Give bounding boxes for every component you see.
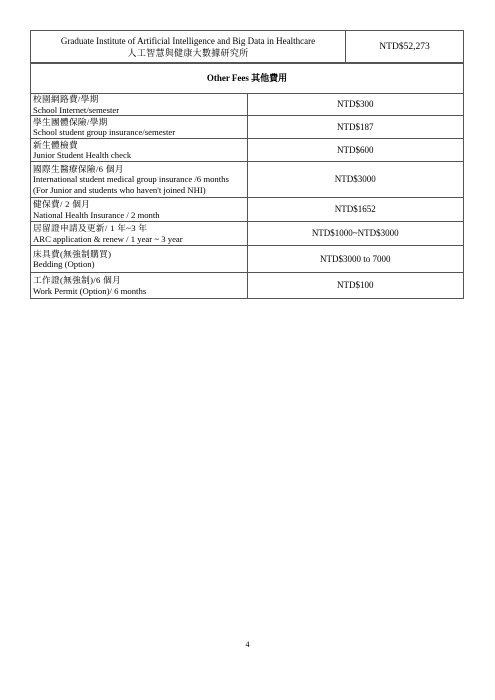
fee-label-en: School student group insurance/semester	[33, 127, 176, 138]
fee-label-zh: 健保費/ 2 個月	[33, 199, 91, 210]
fee-amount: NTD$1652	[247, 198, 464, 222]
fee-row-nhi	[31, 198, 464, 222]
fee-amount: NTD$187	[247, 116, 464, 139]
fee-amount: NTD$3000 to 7000	[247, 246, 464, 273]
fee-description	[31, 198, 248, 222]
fee-label-en: Junior Student Health check	[33, 150, 132, 161]
fee-label-zh: 床具費(無強制購買)	[33, 248, 112, 259]
fee-row-medical-insurance	[31, 162, 464, 198]
page-number: 4	[245, 640, 250, 649]
fee-description	[31, 246, 248, 273]
tuition-table	[30, 30, 464, 64]
fee-amount: NTD$1000~NTD$3000	[247, 222, 464, 246]
fee-label-zh: 工作證(無強制)/6 個月	[33, 275, 122, 286]
fee-label-en: International student medical group insurance /6 months	[33, 174, 229, 185]
fee-description	[31, 94, 248, 116]
fee-row-bedding	[31, 246, 464, 273]
department-name-en: Graduate Institute of Artificial Intelligence and Big Data in Healthcare	[60, 36, 316, 46]
fee-amount: NTD$300	[247, 94, 464, 116]
fee-label-zh: 校園網路費/學期	[33, 94, 99, 104]
fee-amount: NTD$3000	[247, 162, 464, 198]
fee-label-note: (For Junior and students who haven't joined NHI)	[33, 184, 206, 195]
fee-label-zh: 居留證申請及更新/ 1 年~3 年	[33, 223, 148, 234]
fee-amount: NTD$100	[247, 273, 464, 299]
fee-row-internet	[31, 94, 464, 116]
fee-row-health-check	[31, 139, 464, 162]
other-fees-heading-row	[31, 63, 464, 94]
fee-label-en: Bedding (Option)	[33, 259, 95, 270]
tuition-row	[31, 31, 464, 64]
fee-label-en: Work Permit (Option)/ 6 months	[33, 285, 147, 296]
fee-description	[31, 162, 248, 198]
fee-description	[31, 222, 248, 246]
fee-row-arc	[31, 222, 464, 246]
other-fees-table	[30, 62, 464, 299]
fee-description	[31, 273, 248, 299]
fee-label-zh: 學生團體保險/學期	[33, 116, 108, 127]
other-fees-heading: Other Fees 其他費用	[31, 63, 464, 94]
department-name-zh: 人工智慧與健康大數據研究所	[127, 48, 249, 58]
fee-label-zh: 國際生醫療保險/6 個月	[33, 163, 124, 174]
fee-amount: NTD$600	[247, 139, 464, 162]
fee-description	[31, 139, 248, 162]
department-cell	[31, 31, 346, 64]
fee-label-en: National Health Insurance / 2 month	[33, 209, 160, 220]
fee-label-en: ARC application & renew / 1 year ~ 3 year	[33, 233, 183, 244]
fee-row-group-insurance	[31, 116, 464, 139]
fee-label-zh: 新生體檢費	[33, 139, 78, 150]
fee-row-work-permit	[31, 273, 464, 299]
fee-label-en: School Internet/semester	[33, 104, 120, 115]
fee-description	[31, 116, 248, 139]
tuition-amount: NTD$52,273	[346, 31, 464, 64]
